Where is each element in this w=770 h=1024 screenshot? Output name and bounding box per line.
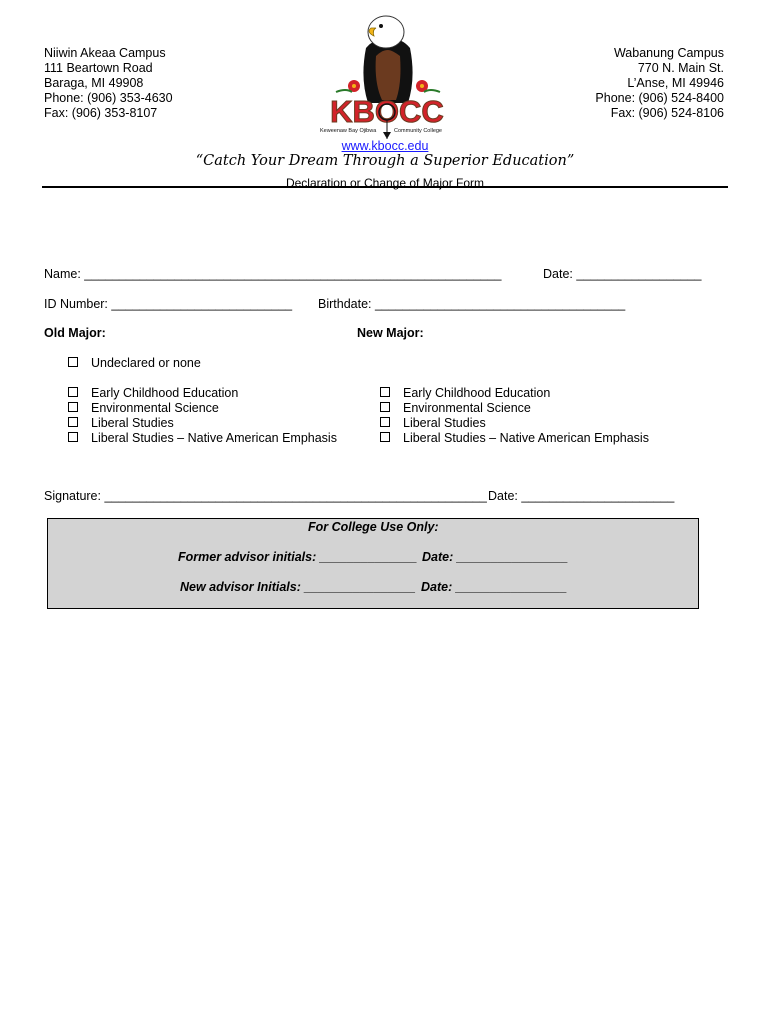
- checkbox-icon[interactable]: [68, 417, 78, 427]
- birthdate-field[interactable]: Birthdate: ____________________________________: [318, 297, 626, 311]
- checkbox-icon[interactable]: [380, 417, 390, 427]
- right-campus-name: Wabanung Campus: [613, 46, 724, 60]
- id-number-field[interactable]: ID Number: __________________________: [44, 297, 293, 311]
- logo-sub-left: Keweenaw Bay Ojibwa: [320, 128, 377, 134]
- left-campus-name: Niiwin Akeaa Campus: [44, 46, 166, 60]
- checkbox-icon[interactable]: [380, 432, 390, 442]
- right-campus-street: 770 N. Main St.: [637, 61, 724, 75]
- new-major-option[interactable]: [380, 431, 649, 446]
- option-label: Early Childhood Education: [403, 386, 551, 400]
- checkbox-icon[interactable]: [68, 432, 78, 442]
- new-advisor-field[interactable]: New advisor Initials: ________________: [180, 580, 416, 594]
- checkbox-icon[interactable]: [68, 402, 78, 412]
- option-label: Liberal Studies – Native American Emphasis: [403, 431, 649, 445]
- tagline: “Catch Your Dream Through a Superior Education”: [195, 153, 575, 169]
- website-link[interactable]: www.kbocc.edu: [341, 139, 429, 153]
- right-campus-city: L’Anse, MI 49946: [627, 76, 724, 90]
- former-advisor-date[interactable]: Date: ________________: [422, 550, 568, 564]
- left-campus-street: 111 Beartown Road: [44, 61, 153, 75]
- right-campus-phone: Phone: (906) 524-8400: [595, 91, 724, 105]
- college-use-box: [47, 518, 699, 609]
- right-campus-address: [595, 46, 724, 121]
- undeclared-option[interactable]: [68, 356, 201, 371]
- old-major-option[interactable]: [68, 386, 337, 401]
- signature-date-field[interactable]: Date: ______________________: [488, 489, 675, 503]
- old-major-option[interactable]: [68, 401, 337, 416]
- date-field[interactable]: Date: __________________: [543, 267, 702, 281]
- flower-left-icon: [336, 80, 360, 92]
- option-label: Liberal Studies: [403, 416, 486, 430]
- checkbox-icon[interactable]: [380, 402, 390, 412]
- option-label: Environmental Science: [403, 401, 531, 415]
- name-field[interactable]: Name: ____________________________________________________________: [44, 267, 502, 281]
- form-title: Declaration or Change of Major Form: [285, 176, 485, 190]
- logo-letters: KBOCC: [330, 94, 444, 129]
- old-major-option[interactable]: [68, 431, 337, 446]
- option-label: Early Childhood Education: [91, 386, 239, 400]
- new-advisor-date[interactable]: Date: ________________: [421, 580, 567, 594]
- option-label: Environmental Science: [91, 401, 219, 415]
- kbocc-logo: [316, 8, 458, 142]
- new-major-label: New Major:: [357, 326, 424, 340]
- flower-right-icon: [416, 80, 440, 92]
- undeclared-label: Undeclared or none: [91, 356, 201, 370]
- checkbox-icon[interactable]: [380, 387, 390, 397]
- eagle-eye-icon: [379, 24, 383, 28]
- right-campus-fax: Fax: (906) 524-8106: [610, 106, 724, 120]
- former-advisor-field[interactable]: Former advisor initials: ______________: [178, 550, 418, 564]
- checkbox-icon[interactable]: [68, 357, 78, 367]
- header-divider: [42, 186, 728, 188]
- signature-field[interactable]: Signature: _______________________________________________________: [44, 489, 487, 503]
- left-campus-address: [44, 46, 173, 121]
- left-campus-city: Baraga, MI 49908: [44, 76, 144, 90]
- college-use-heading: For College Use Only:: [308, 520, 439, 534]
- old-major-list: [68, 386, 337, 446]
- eagle-chest-icon: [376, 50, 401, 100]
- left-campus-fax: Fax: (906) 353-8107: [44, 106, 158, 120]
- new-major-list: [380, 386, 649, 446]
- new-major-option[interactable]: [380, 401, 649, 416]
- old-major-option[interactable]: [68, 416, 337, 431]
- old-major-label: Old Major:: [44, 326, 106, 340]
- checkbox-icon[interactable]: [68, 387, 78, 397]
- new-major-option[interactable]: [380, 416, 649, 431]
- new-major-option[interactable]: [380, 386, 649, 401]
- option-label: Liberal Studies – Native American Emphasis: [91, 431, 337, 445]
- left-campus-phone: Phone: (906) 353-4630: [44, 91, 173, 105]
- option-label: Liberal Studies: [91, 416, 174, 430]
- logo-sub-right: Community College: [394, 128, 442, 134]
